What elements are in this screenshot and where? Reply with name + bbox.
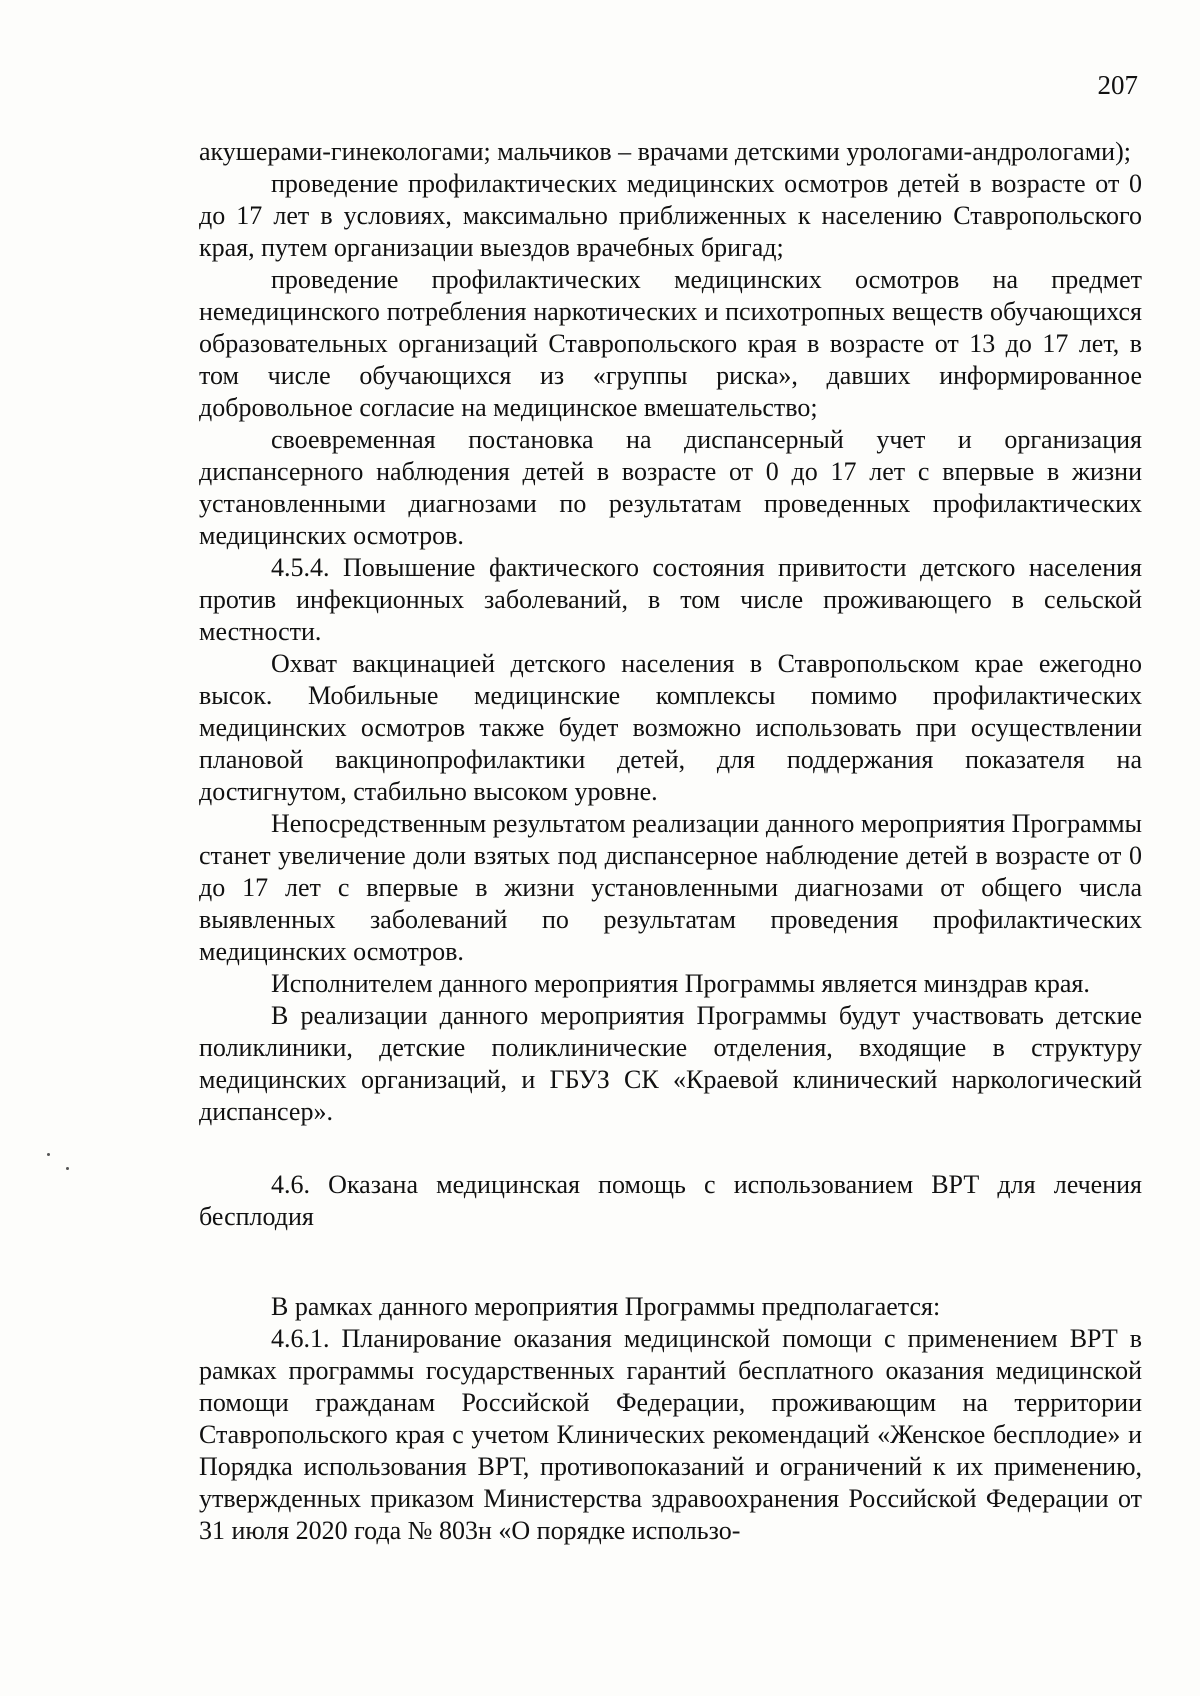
paragraph: акушерами-гинекологами; мальчиков – врачами детскими урологами-андрологами); [199, 137, 1131, 166]
page-number: 207 [1097, 70, 1138, 100]
paragraph: 4.5.4. Повышение фактического состояния привитости детского населения против инфекционных заболеваний, в том числе проживающего в сельской местности. [199, 553, 1142, 646]
section-heading: 4.6. Оказана медицинская помощь с использованием ВРТ для лечения бесплодия [199, 1170, 1142, 1231]
paragraph: Охват вакцинацией детского населения в Ставропольском крае ежегодно высок. Мобильные медицинские комплексы помимо профилактических медицинских осмотров также будет возможно использовать при осуществлении плановой вакцинопрофилактики детей, для поддержания показателя на достигнутом, стабильно высоком уровне. [199, 649, 1142, 806]
scan-artifact-dot [66, 1167, 69, 1170]
paragraph: проведение профилактических медицинских осмотров на предмет немедицинского потребления наркотических и психотропных веществ обучающихся образовательных организаций Ставропольского края в возрасте от 13 до 17 лет, в том числе обучающихся из «группы риска», давших информированное добровольное согласие на медицинское вмешательство; [199, 265, 1142, 422]
paragraph: 4.6.1. Планирование оказания медицинской помощи с применением ВРТ в рамках программы государственных гарантий бесплатного оказания медицинской помощи гражданам Российской Федерации, проживающим на территории Ставропольского края с учетом Клинических рекомендаций «Женское бесплодие» и Порядка использования ВРТ, противопоказаний и ограничений к их применению, утвержденных приказом Министерства здравоохранения Российской Федерации от 31 июля 2020 года № 803н «О порядке использо- [199, 1324, 1142, 1545]
scan-artifact-dot [47, 1153, 50, 1156]
paragraph: В рамках данного мероприятия Программы предполагается: [271, 1292, 941, 1321]
paragraph: проведение профилактических медицинских осмотров детей в возрасте от 0 до 17 лет в условиях, максимально приближенных к населению Ставропольского края, путем организации выездов врачебных бригад; [199, 169, 1142, 262]
paragraph: своевременная постановка на диспансерный учет и организация диспансерного наблюдения детей в возрасте от 0 до 17 лет с впервые в жизни установленными диагнозами по результатам проведенных профилактических медицинских осмотров. [199, 425, 1142, 550]
paragraph: Исполнителем данного мероприятия Программы является минздрав края. [271, 969, 1090, 998]
body-text [199, 136, 1142, 1547]
paragraph: Непосредственным результатом реализации данного мероприятия Программы станет увеличение доли взятых под диспансерное наблюдение детей в возрасте от 0 до 17 лет с впервые в жизни установленными диагнозами от общего числа выявленных заболеваний по результатам проведения профилактических медицинских осмотров. [199, 809, 1142, 966]
paragraph: В реализации данного мероприятия Программы будут участвовать детские поликлиники, детские поликлинические отделения, входящие в структуру медицинских организаций, и ГБУЗ СК «Краевой клинический наркологический диспансер». [199, 1001, 1142, 1126]
